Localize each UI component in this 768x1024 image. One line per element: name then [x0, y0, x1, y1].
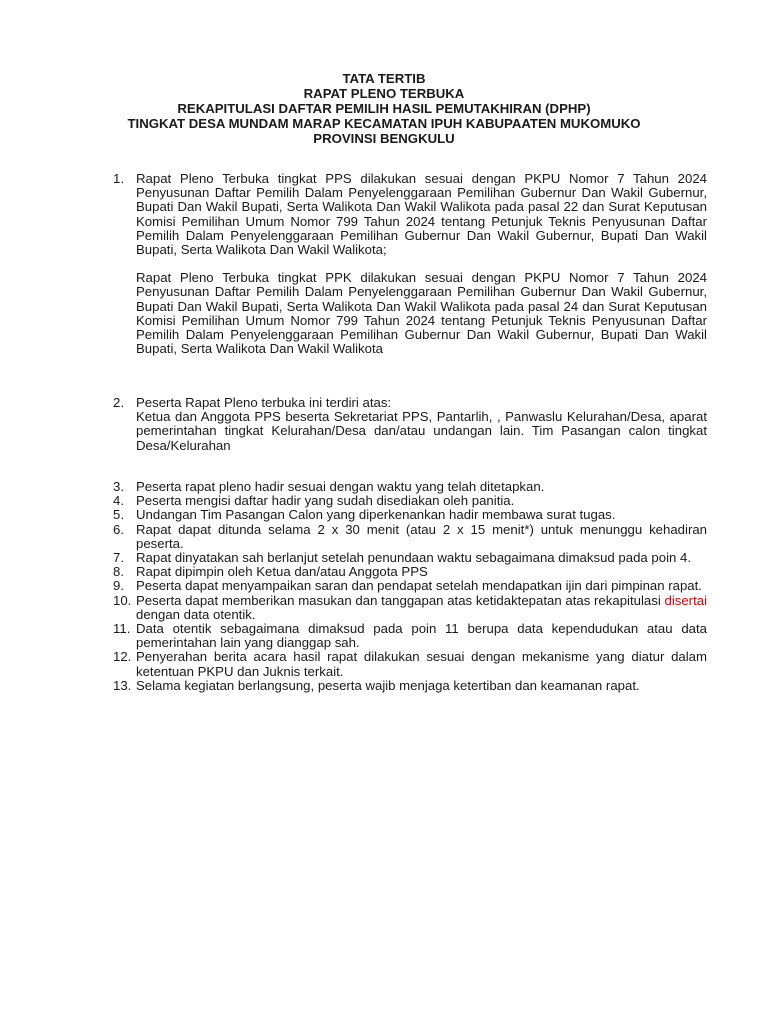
- list-item: [113, 523, 707, 551]
- list-item: [113, 396, 707, 410]
- item-text: Peserta rapat pleno hadir sesuai dengan waktu yang telah ditetapkan.: [136, 479, 545, 494]
- heading-line-province: PROVINSI BENGKULU: [313, 131, 455, 146]
- item-text: Peserta mengisi daftar hadir yang sudah disediakan oleh panitia.: [136, 493, 515, 509]
- list-item: [113, 679, 707, 693]
- item-text-end: dengan data otentik.: [136, 606, 256, 622]
- list-item: [113, 579, 707, 593]
- heading-line-title: TATA TERTIB: [342, 71, 426, 86]
- item-number: 8.: [113, 564, 124, 580]
- heading-line-location: TINGKAT DESA MUNDAM MARAP KECAMATAN IPUH KABUPAATEN MUKOMUKO: [127, 116, 641, 131]
- item-text: Penyerahan berita acara hasil rapat dilakukan sesuai dengan mekanisme yang diatur dalam ketentuan PKPU dan Juknis terkait.: [136, 649, 707, 679]
- item-number: 6.: [113, 521, 124, 537]
- list-item: [113, 565, 707, 579]
- item-number: 12.: [113, 649, 132, 665]
- item-number: 3.: [113, 479, 124, 494]
- item-text: Rapat dipimpin oleh Ketua dan/atau Anggota PPS: [136, 564, 428, 580]
- item-number: 11.: [113, 621, 131, 637]
- item-number: 10.: [113, 592, 132, 608]
- item-text-start: Peserta dapat memberikan masukan dan tanggapan atas ketidaktepatan atas rekapitulasi: [136, 592, 665, 608]
- item-number: 5.: [113, 507, 124, 523]
- rule-1: [113, 172, 707, 356]
- item-number: 13.: [113, 677, 132, 693]
- document-heading: [60, 71, 708, 146]
- item-text-continued: Rapat Pleno Terbuka tingkat PPK dilakukan sesuai dengan PKPU Nomor 7 Tahun 2024 Penyusunan Daftar Pemilih Dalam Penyelenggaraan Pemilihan Gubernur Dan Wakil Gubernur, Bupati Dan Wakil Bupati, Serta Walikota Dan Wakil Walikota pada pasal 24 dan Surat Keputusan Komisi Pemilihan Umum Nomor 799 Tahun 2024 tentang Petunjuk Teknis Penyusunan Daftar Pemilih Dalam Penyelenggaraan Pemilihan Gubernur Dan Wakil Gubernur, Bupati Dan Wakil Bupati, Serta Walikota Dan Wakil Walikota: [136, 270, 707, 357]
- rule-2: [113, 396, 707, 453]
- rules-list: [113, 480, 707, 693]
- item-text: Undangan Tim Pasangan Calon yang diperkenankan hadir membawa surat tugas.: [136, 507, 616, 523]
- list-item: [113, 494, 707, 508]
- item-number: 4.: [113, 493, 124, 509]
- highlighted-word: disertai: [664, 592, 707, 608]
- list-item: [113, 508, 707, 522]
- item-text-continued: Ketua dan Anggota PPS beserta Sekretariat PPS, Pantarlih, , Panwaslu Kelurahan/Desa, aparat pemerintahan tingkat Kelurahan/Desa dan/atau undangan lain. Tim Pasangan calon tingkat Desa/Kelurahan: [136, 409, 707, 453]
- item-text: Rapat dapat ditunda selama 2 x 30 menit (atau 2 x 15 menit*) untuk menunggu kehadiran peserta.: [136, 521, 707, 551]
- list-item: [113, 480, 707, 494]
- heading-line-recap: REKAPITULASI DAFTAR PEMILIH HASIL PEMUTAKHIRAN (DPHP): [177, 101, 591, 116]
- item-text: Data otentik sebagaimana dimaksud pada poin 11 berupa data kependudukan atau data pemerintahan lain yang dianggap sah.: [136, 621, 707, 651]
- item-text: [136, 594, 707, 622]
- item-text: Peserta Rapat Pleno terbuka ini terdiri atas:: [136, 395, 392, 410]
- item-text: Rapat dinyatakan sah berlanjut setelah penundaan waktu sebagaimana dimaksud pada poin 4.: [136, 550, 692, 566]
- list-item: [113, 551, 707, 565]
- list-item: [113, 622, 707, 650]
- item-text: Selama kegiatan berlangsung, peserta wajib menjaga ketertiban dan keamanan rapat.: [136, 677, 640, 693]
- item-number: 9.: [113, 578, 124, 594]
- item-number: 7.: [113, 550, 124, 566]
- item-number: 2.: [113, 395, 124, 410]
- item-text: Rapat Pleno Terbuka tingkat PPS dilakukan sesuai dengan PKPU Nomor 7 Tahun 2024 Penyusunan Daftar Pemilih Dalam Penyelenggaraan Pemilihan Gubernur Dan Wakil Gubernur, Bupati Dan Wakil Bupati, Serta Walikota Dan Wakil Walikota pada pasal 22 dan Surat Keputusan Komisi Pemilihan Umum Nomor 799 Tahun 2024 tentang Petunjuk Teknis Penyusunan Daftar Pemilih Dalam Penyelenggaraan Pemilihan Gubernur Dan Wakil Gubernur, Bupati Dan Wakil Bupati, Serta Walikota Dan Wakil Walikota;: [136, 171, 707, 258]
- item-text: Peserta dapat menyampaikan saran dan pendapat setelah mendapatkan ijin dari pimpinan rapat.: [136, 578, 702, 594]
- item-number: 1.: [113, 171, 124, 186]
- list-item: [113, 172, 707, 257]
- list-item: [113, 594, 707, 622]
- heading-line-meeting: RAPAT PLENO TERBUKA: [303, 86, 465, 101]
- list-item: [113, 650, 707, 678]
